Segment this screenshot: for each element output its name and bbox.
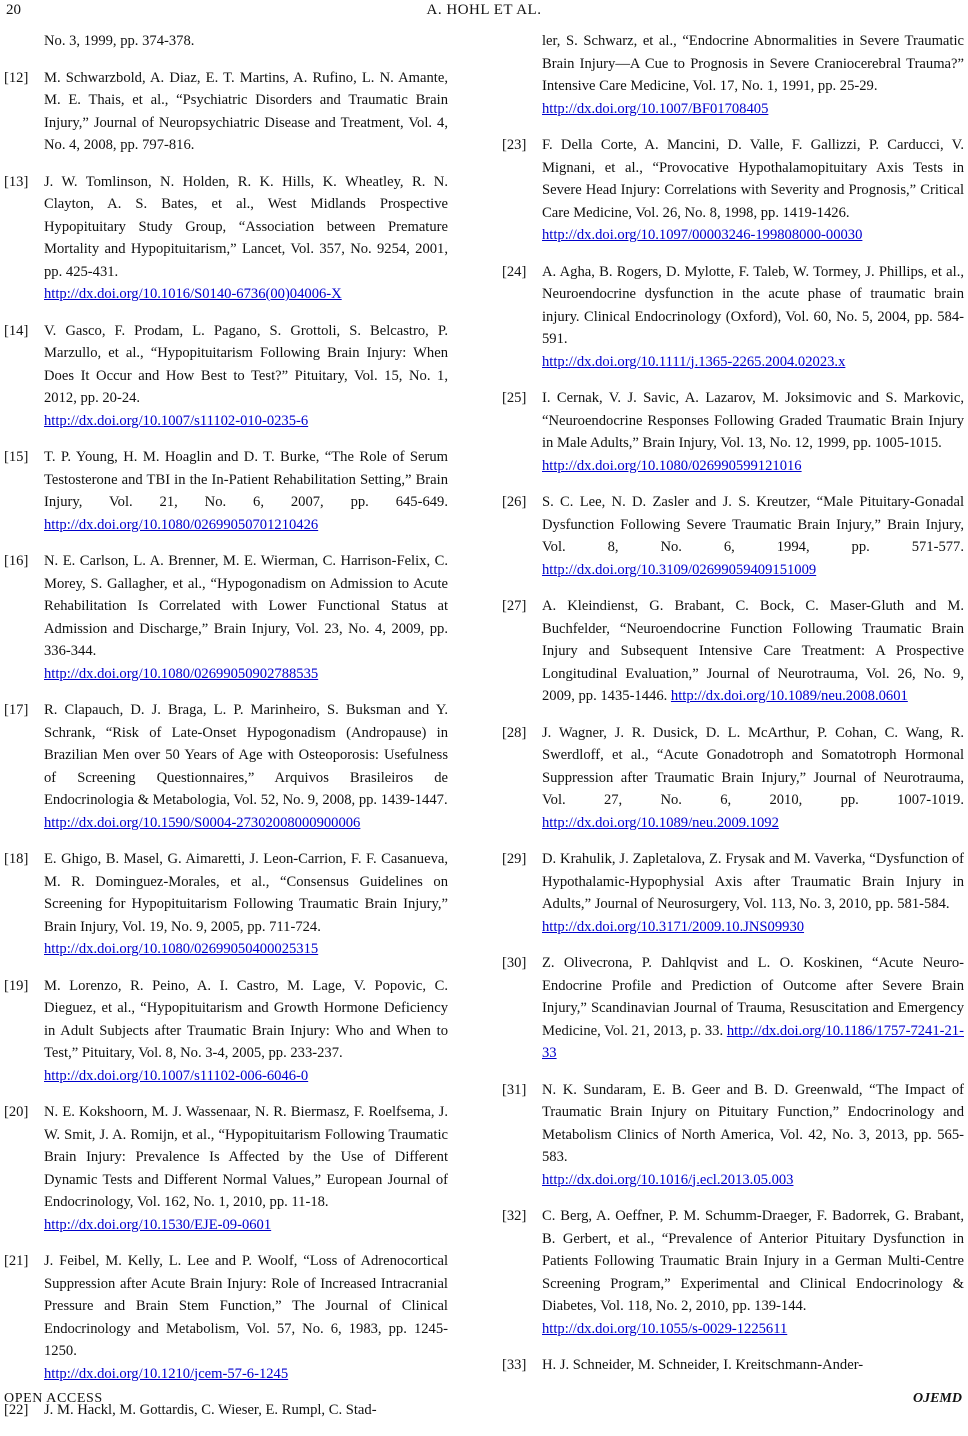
reference-number: [19] (4, 977, 29, 994)
reference-text: E. Ghigo, B. Masel, G. Aimaretti, J. Leon-Carrion, F. F. Casanueva, M. R. Dominguez-Morales, et al., “Consensus Guidelines on Screening for Hypopituitarism Following Traumatic Brain Injury,” Brain Injury, Vol. 19, No. 9, 2005, pp. 711-724. (44, 851, 448, 935)
reference-text: N. E. Carlson, L. A. Brenner, M. E. Wierman, C. Harrison-Felix, C. Morey, S. Gallagher, et al., “Hypogonadism on Admission to Acute Rehabilitation Is Correlated with Lower Functional Status at Admission and Discharge,” Brain Injury, Vol. 23, No. 4, 2009, pp. 336-344. (44, 553, 448, 659)
reference-text: N. K. Sundaram, E. B. Geer and B. D. Greenwald, “The Impact of Traumatic Brain Injury on Pituitary Function,” Endocrinology and Metabolism Clinics of North America, Vol. 42, No. 3, 2013, pp. 565-583. (542, 1081, 964, 1165)
doi-link[interactable]: http://dx.doi.org/10.1007/s11102-010-0235-6 (44, 412, 309, 429)
reference-entry (4, 1250, 448, 1385)
reference-entry (4, 1101, 448, 1236)
reference-number: [28] (502, 724, 527, 741)
reference-number: [22] (4, 1402, 29, 1418)
reference-text: S. C. Lee, N. D. Zasler and J. S. Kreutzer, “Male Pituitary-Gonadal Dysfunction Following Severe Traumatic Brain Injury,” Brain Injury, Vol. 8, No. 6, 1994, pp. 571-577. (542, 494, 964, 555)
reference-number: [17] (4, 702, 29, 718)
doi-link[interactable]: http://dx.doi.org/10.1016/S0140-6736(00)04006-X (44, 286, 342, 302)
reference-entry (502, 1205, 964, 1340)
reference-text: A. Kleindienst, G. Brabant, C. Bock, C. Maser-Gluth and M. Buchfelder, “Neuroendocrine Function Following Traumatic Brain Injury and Subsequent Intensive Care Treatment: A Prospective Longitudinal Evaluation,” Journal of Neurotrauma, Vol. 26, No. 9, 2009, pp. 1435-1446. (542, 598, 964, 704)
reference-entry (502, 491, 964, 581)
reference-entry (502, 848, 964, 938)
reference-entry (4, 699, 448, 834)
reference-text: N. E. Kokshoorn, M. J. Wassenaar, N. R. Biermasz, F. Roelfsema, J. W. Smit, J. A. Romijn, et al., “Hypopituitarism Following Traumatic Brain Injury: Prevalence Is Affected by the Use of Different Dynamic Tests and Different Normal Values,” European Journal of Endocrinology, Vol. 162, No. 1, 2010, pp. 11-18. (44, 1104, 448, 1210)
reference-number: [21] (4, 1253, 29, 1269)
reference-number: [23] (502, 137, 527, 153)
reference-text: No. 3, 1999, pp. 374-378. (44, 33, 195, 49)
reference-entry (502, 722, 964, 835)
reference-entry (502, 1079, 964, 1192)
reference-text: I. Cernak, V. J. Savic, A. Lazarov, M. Joksimovic and S. Markovic, “Neuroendocrine Responses Following Graded Traumatic Brain Injury in Male Adults,” Brain Injury, Vol. 13, No. 12, 1999, pp. 1005-1015. (542, 390, 964, 451)
reference-entry (4, 30, 448, 53)
reference-text: T. P. Young, H. M. Hoaglin and D. T. Burke, “The Role of Serum Testosterone and TBI in the In-Patient Rehabilitation Setting,” Brain Injury, Vol. 21, No. 6, 2007, pp. 645-649. (44, 449, 448, 510)
reference-text: J. W. Tomlinson, N. Holden, R. K. Hills, K. Wheatley, R. N. Clayton, A. S. Bates, et al., West Midlands Prospective Hypopituitary Study Group, “Association between Premature Mortality and Hypopituitarism,” Lancet, Vol. 357, No. 9254, 2001, pp. 425-431. (44, 173, 448, 280)
reference-number: [29] (502, 851, 527, 867)
reference-number: [16] (4, 553, 29, 569)
reference-text: C. Berg, A. Oeffner, P. M. Schumm-Draeger, F. Badorrek, G. Brabant, B. Gerbert, et al., “Prevalence of Anterior Pituitary Dysfunction in Patients Following Traumatic Brain Injury in a German Multi-Centre Screening Program,” Experimental and Clinical Endocrinology & Diabetes, Vol. 118, No. 2, 2010, pp. 139-144. (542, 1208, 964, 1314)
reference-number: [13] (4, 173, 29, 190)
running-header: A. HOHL ET AL. (426, 2, 542, 18)
page-number: 20 (6, 2, 21, 18)
footer-open-access: OPEN ACCESS (4, 1391, 103, 1406)
doi-link[interactable]: http://dx.doi.org/10.1007/s11102-006-6046-0 (44, 1067, 309, 1084)
reference-number: [26] (502, 494, 527, 510)
reference-text: F. Della Corte, A. Mancini, D. Valle, F. Gallizzi, P. Carducci, V. Mignani, et al., “Provocative Hypothalamopituitary Axis Tests in Severe Head Injury: Correlations with Severity and Prognosis,” Critical Care Medicine, Vol. 26, No. 8, 1998, pp. 1419-1426. (542, 137, 964, 221)
doi-link[interactable]: http://dx.doi.org/10.1080/02699050400025315 (44, 941, 319, 957)
reference-text: J. Feibel, M. Kelly, L. Lee and P. Woolf, “Loss of Adrenocortical Suppression after Acute Brain Injury: Role of Increased Intracranial Pressure and Brain Stem Function,” The Journal of Clinical Endocrinology and Metabolism, Vol. 57, No. 6, 1983, pp. 1245-1250. (44, 1253, 448, 1359)
reference-entry (4, 67, 448, 157)
doi-link[interactable]: http://dx.doi.org/10.1186/1757-7241-21-33 (542, 1022, 964, 1061)
doi-link[interactable]: http://dx.doi.org/10.1590/S0004-27302008000900006 (44, 814, 361, 831)
doi-link[interactable]: http://dx.doi.org/10.1089/neu.2008.0601 (670, 688, 908, 704)
reference-entry (502, 595, 964, 708)
doi-link[interactable]: http://dx.doi.org/10.1080/02699050902788535 (44, 665, 319, 682)
reference-entry (4, 975, 448, 1088)
reference-text: R. Clapauch, D. J. Braga, L. P. Marinheiro, S. Buksman and Y. Schrank, “Risk of Late-Onset Hypogonadism (Andropause) in Brazilian Men over 50 Years of Age with Osteoporosis: Usefulness of Screening Questionnaires,” Arquivos Brasileiros de Endocrinologia & Metabologia, Vol. 52, No. 9, 2008, pp. 1439-1447. (44, 702, 448, 808)
reference-entry (502, 1354, 964, 1377)
reference-entry (4, 446, 448, 536)
reference-text: J. M. Hackl, M. Gottardis, C. Wieser, E. Rumpl, C. Stad- (44, 1402, 377, 1418)
reference-number: [12] (4, 69, 29, 86)
reference-number: [32] (502, 1208, 527, 1224)
reference-entry (4, 171, 448, 306)
doi-link[interactable]: http://dx.doi.org/10.1530/EJE-09-0601 (44, 1216, 272, 1233)
reference-number: [18] (4, 851, 29, 867)
reference-text: Z. Olivecrona, P. Dahlqvist and L. O. Koskinen, “Acute Neuro-Endocrine Profile and Prediction of Outcome after Severe Brain Injury,” Scandinavian Journal of Trauma, Resuscitation and Emergency Medicine, Vol. 21, 2013, p. 33. (542, 955, 964, 1039)
doi-link[interactable]: http://dx.doi.org/10.1055/s-0029-1225611 (542, 1320, 788, 1337)
reference-text: V. Gasco, F. Prodam, L. Pagano, S. Grottoli, S. Belcastro, P. Marzullo, et al., “Hypopituitarism Following Brain Injury: When Does It Occur and How Best to Test?” Pituitary, Vol. 15, No. 1, 2012, pp. 20-24. (44, 322, 448, 406)
reference-text: D. Krahulik, J. Zapletalova, Z. Frysak and M. Vaverka, “Dysfunction of Hypothalamic-Hypophysial Axis after Traumatic Brain Injury in Adults,” Journal of Neurosurgery, Vol. 113, No. 3, 2010, pp. 581-584. (542, 851, 964, 912)
references-left-column (4, 30, 448, 1436)
reference-entry (502, 30, 964, 120)
reference-number: [30] (502, 955, 527, 971)
footer-journal: OJEMD (912, 1391, 962, 1406)
doi-link[interactable]: http://dx.doi.org/10.1080/02699050701210426 (44, 516, 319, 533)
reference-entry (502, 261, 964, 374)
reference-entry (502, 952, 964, 1065)
reference-text: H. J. Schneider, M. Schneider, I. Kreitschmann-Ander- (542, 1357, 864, 1373)
reference-entry (4, 320, 448, 433)
reference-text: M. Lorenzo, R. Peino, A. I. Castro, M. Lage, V. Popovic, C. Dieguez, et al., “Hypopituitarism and Growth Hormone Deficiency in Adult Subjects after Traumatic Brain Injury: Who and When to Test,” Pituitary, Vol. 8, No. 3-4, 2005, pp. 233-237. (44, 977, 448, 1061)
doi-link[interactable]: http://dx.doi.org/10.1210/jcem-57-6-1245 (44, 1365, 289, 1382)
references-right-column (502, 30, 964, 1391)
reference-entry (502, 387, 964, 477)
reference-number: [14] (4, 322, 29, 339)
reference-number: [33] (502, 1357, 527, 1373)
reference-text: M. Schwarzbold, A. Diaz, E. T. Martins, A. Rufino, L. N. Amante, M. E. Thais, et al., “Psychiatric Disorders and Traumatic Brain Injury,” Journal of Neuropsychiatric Disease and Treatment, Vol. 4, No. 4, 2008, pp. 797-816. (44, 69, 448, 153)
reference-number: [24] (502, 263, 527, 280)
doi-link[interactable]: http://dx.doi.org/10.3109/02699059409151009 (542, 561, 817, 578)
reference-entry (4, 550, 448, 685)
reference-number: [15] (4, 449, 29, 465)
reference-text: A. Agha, B. Rogers, D. Mylotte, F. Taleb, W. Tormey, J. Phillips, et al., Neuroendocrine dysfunction in the acute phase of traumatic brain injury. Clinical Endocrinology (Oxford), Vol. 60, No. 5, 2004, pp. 584-591. (542, 263, 964, 347)
doi-link[interactable]: http://dx.doi.org/10.1097/00003246-199808000-00030 (542, 227, 863, 243)
doi-link[interactable]: http://dx.doi.org/10.1016/j.ecl.2013.05.003 (542, 1171, 794, 1188)
doi-link[interactable]: http://dx.doi.org/10.1007/BF01708405 (542, 100, 769, 117)
doi-link[interactable]: http://dx.doi.org/10.3171/2009.10.JNS09930 (542, 918, 805, 935)
reference-number: [20] (4, 1104, 29, 1120)
reference-number: [25] (502, 390, 527, 406)
reference-number: [27] (502, 598, 527, 614)
reference-number: [31] (502, 1081, 527, 1098)
reference-text: J. Wagner, J. R. Dusick, D. L. McArthur, P. Cohan, C. Wang, R. Swerdloff, et al., “Acute Gonadotroph and Somatotroph Hormonal Suppression after Traumatic Brain Injury,” Journal of Neurotrauma, Vol. 27, No. 6, 2010, pp. 1007-1019. (542, 724, 964, 808)
reference-entry (502, 134, 964, 247)
doi-link[interactable]: http://dx.doi.org/10.1111/j.1365-2265.2004.02023.x (542, 353, 846, 370)
doi-link[interactable]: http://dx.doi.org/10.1080/026990599121016 (542, 457, 802, 474)
doi-link[interactable]: http://dx.doi.org/10.1089/neu.2009.1092 (542, 814, 779, 831)
reference-entry (4, 848, 448, 961)
reference-text: ler, S. Schwarz, et al., “Endocrine Abnormalities in Severe Traumatic Brain Injury—A Cue to Prognosis in Severe Craniocerebral Trauma?” Intensive Care Medicine, Vol. 17, No. 1, 1991, pp. 25-29. (542, 33, 964, 94)
